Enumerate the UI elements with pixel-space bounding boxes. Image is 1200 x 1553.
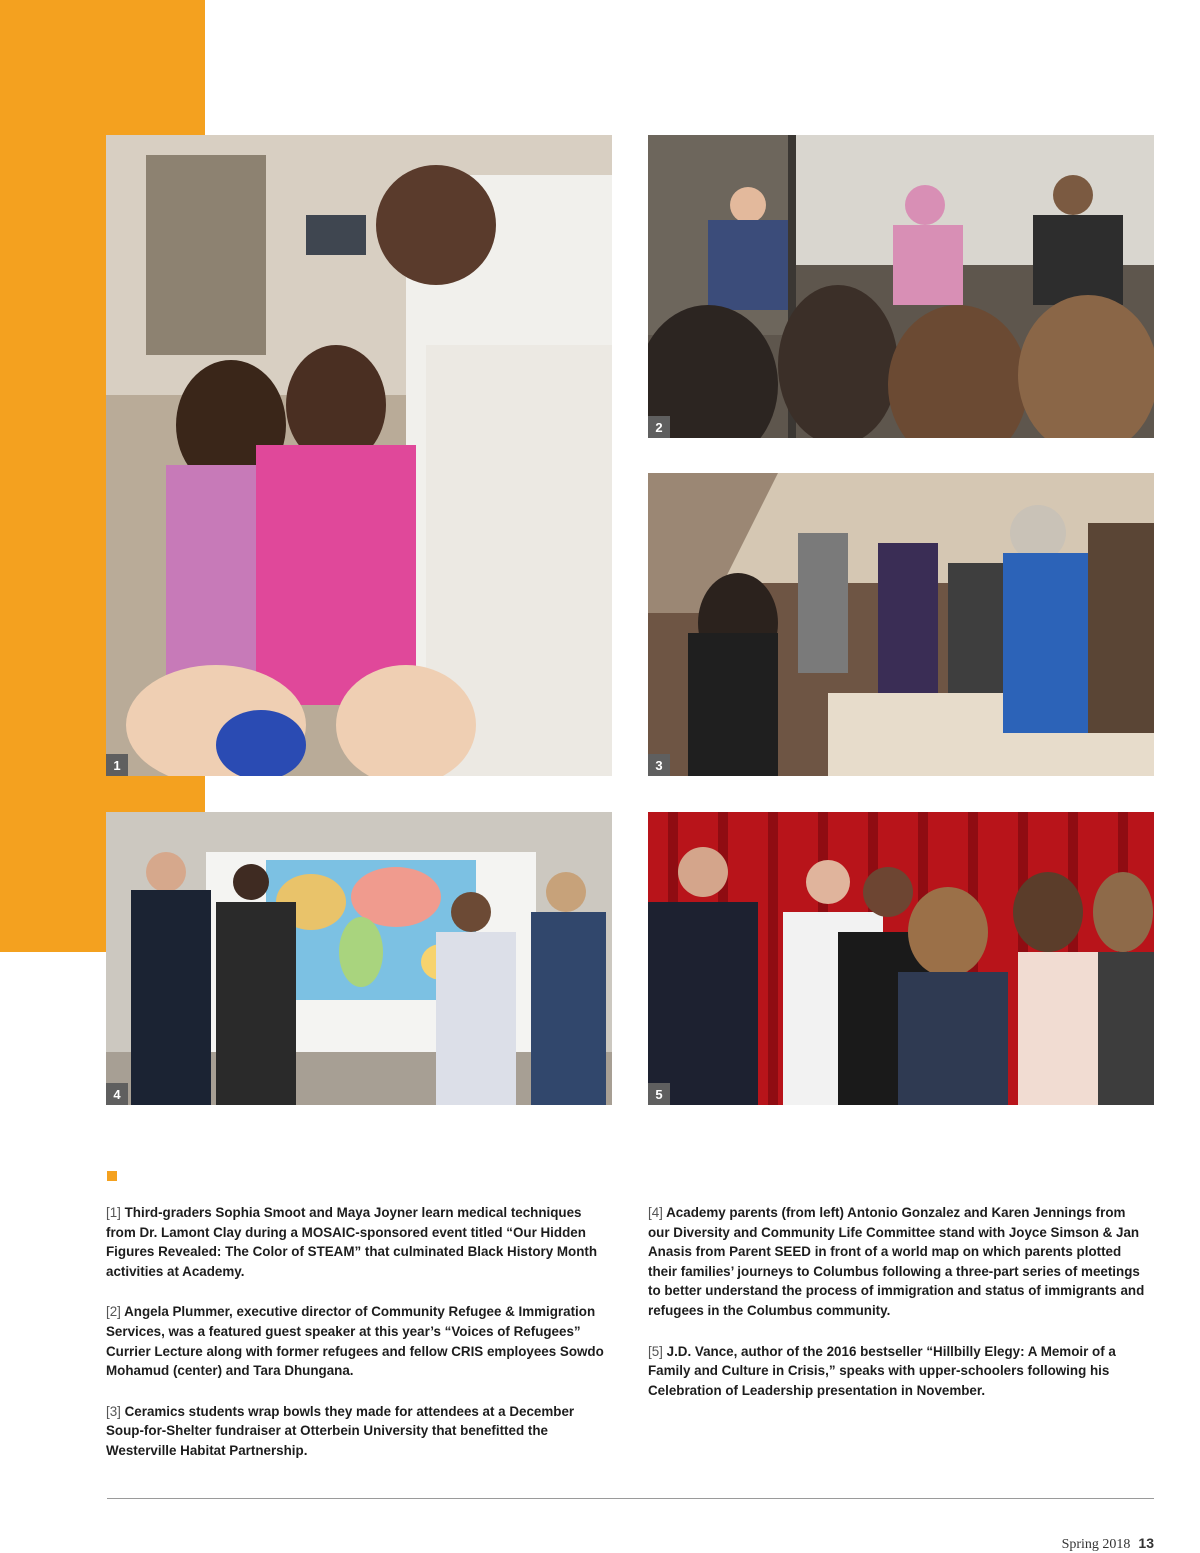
- photo-number-badge: 5: [648, 1083, 670, 1105]
- captions-right-column: [648, 1203, 1148, 1421]
- caption-number: [5]: [648, 1343, 663, 1359]
- page-number: 13: [1138, 1535, 1154, 1551]
- photo-number-badge: 2: [648, 416, 670, 438]
- page-footer: [1062, 1535, 1154, 1553]
- caption-number: [1]: [106, 1205, 121, 1220]
- photo-3-image: [648, 473, 1154, 776]
- issue-label: Spring 2018: [1061, 1537, 1131, 1552]
- caption-text: Angela Plummer, executive director of Community Refugee & Immigration Services, was a featured guest speaker at this year’s “Voices of Refugees” Currier Lecture along with former refugees and fellow CRIS employees Sowdo Mohamud (center) and Tara Dhungana.: [106, 1304, 604, 1379]
- photo-2: [648, 135, 1154, 438]
- photo-2-image: [648, 135, 1154, 438]
- photo-4: [106, 812, 612, 1105]
- photo-number-badge: 4: [106, 1083, 128, 1105]
- photo-5: [648, 812, 1154, 1105]
- caption-4: [648, 1203, 1148, 1321]
- photo-number-badge: 3: [648, 754, 670, 776]
- caption-2: [106, 1302, 606, 1380]
- photo-number-badge: 1: [106, 754, 128, 776]
- captions-left-column: [106, 1203, 606, 1482]
- photo-4-image: [106, 812, 612, 1105]
- caption-text: Third-graders Sophia Smoot and Maya Joyner learn medical techniques from Dr. Lamont Clay during a MOSAIC-sponsored event titled “Our Hidden Figures Revealed: The Color of STEAM” that culminated Black History Month activities at Academy.: [106, 1205, 598, 1279]
- caption-number: [2]: [106, 1304, 121, 1320]
- photo-1: [106, 135, 612, 776]
- caption-text: Ceramics students wrap bowls they made for attendees at a December Soup-for-Shelter fundraiser at Otterbein University that benefitted the Westerville Habitat Partnership.: [106, 1403, 575, 1458]
- footer-divider: [107, 1498, 1154, 1499]
- caption-1: [106, 1203, 606, 1281]
- photo-5-image: [648, 812, 1154, 1105]
- caption-5: [648, 1342, 1148, 1401]
- caption-text: J.D. Vance, author of the 2016 bestseller “Hillbilly Elegy: A Memoir of a Family and Culture in Crisis,” speaks with upper-schoolers following his Celebration of Leadership presentation in November.: [648, 1343, 1116, 1398]
- caption-number: [4]: [648, 1205, 663, 1220]
- caption-text: Academy parents (from left) Antonio Gonzalez and Karen Jennings from our Diversity and Community Life Committee stand with Joyce Simson & Jan Anasis from Parent SEED in front of a world map on which parents plotted their families’ journeys to Columbus following a three-part series of meetings to better understand the process of immigration and status of immigrants and refugees in the Columbus community.: [648, 1205, 1145, 1318]
- photo-3: [648, 473, 1154, 776]
- caption-number: [3]: [106, 1403, 121, 1419]
- caption-3: [106, 1402, 606, 1461]
- section-marker: [107, 1171, 117, 1181]
- photo-1-image: [106, 135, 612, 776]
